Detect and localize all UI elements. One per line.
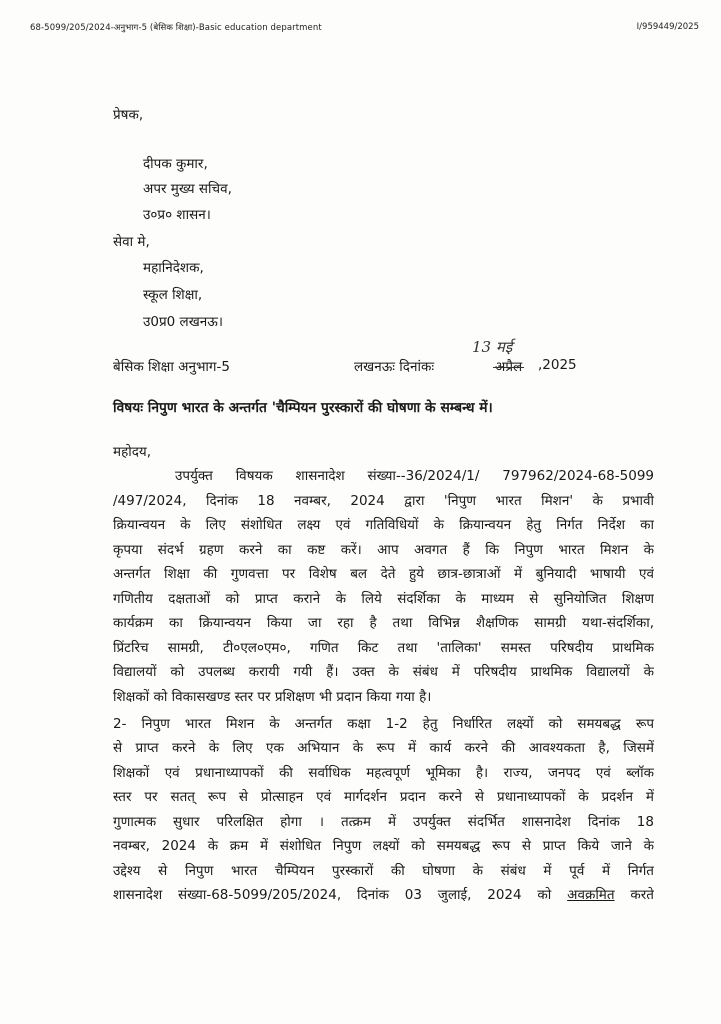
para2-line: नवम्बर, 2024 के क्रम में संशोधित निपुण लक्ष्यों को समयबद्ध रूप से प्राप्त किये जाने के [113, 838, 654, 854]
para1-line: कृपया संदर्भ ग्रहण करने का कष्ट करें। आप अवगत हैं कि निपुण भारत मिशन के [113, 542, 654, 558]
para1-line: अन्तर्गत शिक्षा की गुणवत्ता पर विशेष बल देते हुये छात्र-छात्राओं में बुनियादी भाषायी एवं [113, 566, 654, 582]
recipient-label: सेवा मे, [113, 234, 150, 250]
section-name: बेसिक शिक्षा अनुभाग-5 [113, 359, 230, 375]
para2-line: स्तर पर सतत् रूप से प्रोत्साहन एवं मार्गदर्शन प्रदान करने से प्रधानाध्यापकों के प्रदर्शन में [113, 789, 654, 805]
para2-line: 2- निपुण भारत मिशन के अन्तर्गत कक्षा 1-2 हेतु निर्धारित लक्ष्यों को समयबद्ध रूप [113, 716, 654, 732]
recipient-place: उ0प्र0 लखनऊ। [143, 314, 223, 330]
underlined-word: अवक्रमित [567, 887, 615, 903]
para1-line: प्रिंटरिच सामग्री, टी०एल०एम०, गणित किट तथा 'तालिका' समस्त परिषदीय प्राथमिक [113, 640, 654, 656]
para1-line: कार्यक्रम का क्रियान्वयन किया जा रहा है तथा विभिन्न शैक्षणिक सामग्री यथा-संदर्शिका, [113, 615, 654, 631]
handwritten-date: 13 मई [472, 338, 513, 356]
para2-line: से प्राप्त करने के लिए एक अभियान के रूप में कार्य करने की आवश्यकता है, जिसमें [113, 740, 654, 756]
para1-line: गणितीय दक्षताओं को प्राप्त कराने के लिये संदर्शिका के माध्यम से सुनियोजित शिक्षण [113, 591, 654, 607]
dateline-year: ,2025 [538, 357, 577, 373]
dateline-place: लखनऊः दिनांकः [354, 359, 435, 375]
sender-designation: अपर मुख्य सचिव, [143, 181, 232, 197]
para1-line: विद्यालयों को उपलब्ध करायी गयी हैं। उक्त के संबंध में परिषदीय प्राथमिक विद्यालयों के [113, 664, 654, 680]
header-reference: 68-5099/205/2024-अनुभाग-5 (बेसिक शिक्षा)-Basic education department [30, 23, 322, 33]
struck-month: अप्रैल [495, 359, 523, 375]
para1-line: उपर्युक्त विषयक शासनादेश संख्या--36/2024/1/ 797962/2024-68-5099 [175, 468, 654, 484]
para2-line: शिक्षकों एवं प्रधानाध्यापकों की सर्वाधिक महत्वपूर्ण भूमिका है। राज्य, जनपद एवं ब्लॉक [113, 765, 654, 781]
sender-office: उ०प्र० शासन। [143, 207, 211, 223]
recipient-dept: स्कूल शिक्षा, [143, 287, 203, 303]
para2-line: उद्देश्य से निपुण भारत चैम्पियन पुरस्कारों की घोषणा के संबंध में पूर्व में निर्गत [113, 863, 654, 879]
para2-last-line [113, 885, 654, 903]
para1-line: क्रियान्वयन के लिए संशोधित लक्ष्य एवं गतिविधियों के क्रियान्वयन हेतु निर्गत निर्देश का [113, 517, 654, 533]
para1-line: शिक्षकों को विकासखण्ड स्तर पर प्रशिक्षण भी प्रदान किया गया है। [113, 689, 432, 705]
salutation: महोदय, [113, 444, 152, 460]
para2-last-before: शासनादेश संख्या-68-5099/205/2024, दिनांक 03 जुलाई, 2024 को [113, 887, 568, 903]
subject-line: विषयः निपुण भारत के अन्तर्गत 'चैम्पियन पुरस्कारों की घोषणा के सम्बन्ध में। [113, 400, 493, 416]
recipient-name: महानिदेशक, [143, 260, 204, 276]
header-number: I/959449/2025 [636, 22, 699, 32]
para2-line: गुणात्मक सुधार परिलक्षित होगा । तत्क्रम में उपर्युक्त संदर्भित शासनादेश दिनांक 18 [113, 814, 654, 830]
sender-label: प्रेषक, [113, 107, 144, 123]
para1-line: /497/2024, दिनांक 18 नवम्बर, 2024 द्वारा 'निपुण भारत मिशन' के प्रभावी [113, 493, 654, 509]
sender-name: दीपक कुमार, [143, 156, 208, 172]
para2-last-after: करते [614, 887, 654, 903]
